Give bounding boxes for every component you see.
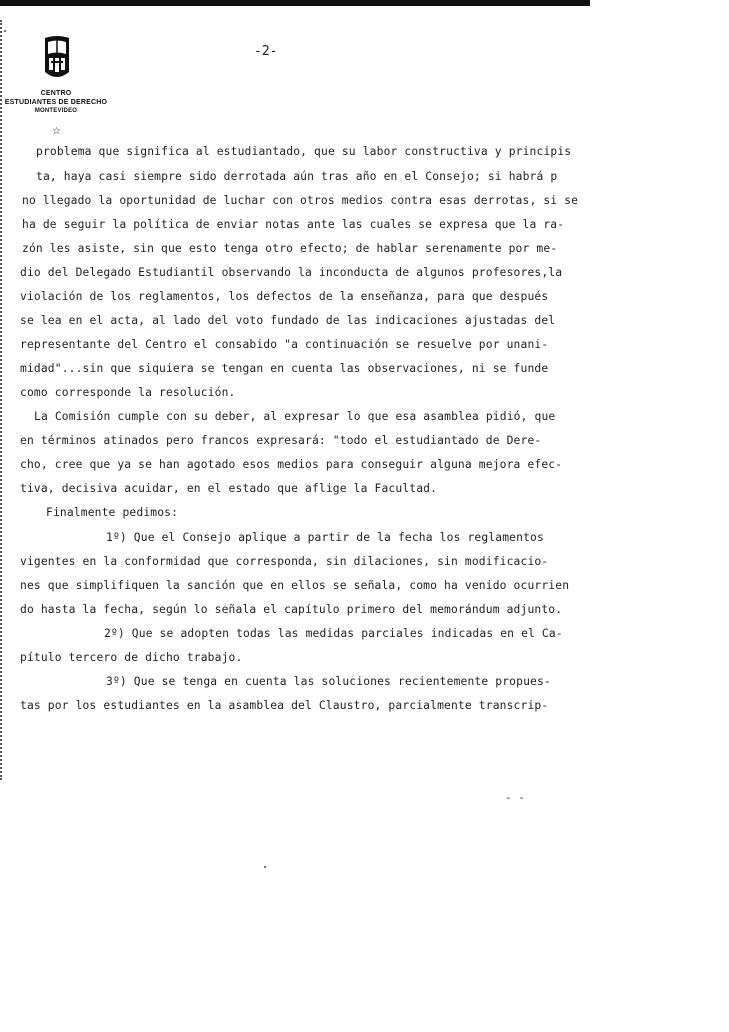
organization-logo-icon xyxy=(42,34,72,84)
body-line: vigentes en la conformidad que corresponda, sin dilaciones, sin modificacio- xyxy=(20,555,549,568)
org-name-line-2: ESTUDIANTES DE DERECHO xyxy=(4,98,108,106)
body-line: do hasta la fecha, según lo señala el capítulo primero del memorándum adjunto. xyxy=(20,603,563,616)
body-line: no llegado la oportunidad de luchar con otros medios contra esas derrotas, si se xyxy=(22,194,579,207)
organization-name xyxy=(0,90,112,116)
body-line: tas por los estudiantes en la asamblea del Claustro, parcialmente transcrip- xyxy=(20,699,549,712)
org-name-line-1: CENTRO xyxy=(40,90,72,97)
continuation-mark: - - xyxy=(505,791,525,804)
body-line: zón les asiste, sin que esto tenga otro efecto; de hablar serenamente por me- xyxy=(22,242,558,255)
page-number: -2- xyxy=(254,44,278,59)
body-line: 1º) Que el Consejo aplique a partir de la fecha los reglamentos xyxy=(106,531,544,544)
body-line: Finalmente pedimos: xyxy=(46,506,179,519)
body-line: problema que significa al estudiantado, que su labor constructiva y principis xyxy=(36,145,572,158)
body-line: como corresponde la resolución. xyxy=(20,386,236,399)
scan-left-edge xyxy=(0,20,5,780)
body-line: ta, haya casi siempre sido derrotada aún tras año en el Consejo; si habrá p xyxy=(36,170,558,183)
body-line: 3º) Que se tenga en cuenta las soluciones recientemente propues- xyxy=(106,675,551,688)
body-line: se lea en el acta, al lado del voto fundado de las indicaciones ajustadas del xyxy=(20,314,556,327)
scan-speck xyxy=(4,30,6,32)
body-line: nes que simplifiquen la sanción que en ellos se señala, como ha venido ocurrien xyxy=(20,579,570,592)
star-icon: ☆ xyxy=(52,126,61,137)
body-line: dio del Delegado Estudiantil observando la inconducta de algunos profesores,la xyxy=(20,266,563,279)
body-line: violación de los reglamentos, los defectos de la enseñanza, para que después xyxy=(20,290,549,303)
body-line: La Comisión cumple con su deber, al expresar lo que esa asamblea pidió, que xyxy=(34,410,556,423)
body-line: midad"...sin que siquiera se tengan en cuenta las observaciones, ni se funde xyxy=(20,362,549,375)
body-line: representante del Centro el consabido "a continuación se resuelve por unani- xyxy=(20,338,549,351)
body-line: pítulo tercero de dicho trabajo. xyxy=(20,651,243,664)
scan-speck xyxy=(264,866,266,868)
body-line: cho, cree que ya se han agotado esos medios para conseguir alguna mejora efec- xyxy=(20,458,563,471)
body-line: 2º) Que se adopten todas las medidas parciales indicadas en el Ca- xyxy=(104,627,563,640)
scan-top-gap xyxy=(590,0,729,6)
body-line: en términos atinados pero francos expresará: "todo el estudiantado de Dere- xyxy=(20,434,542,447)
body-line: ha de seguir la política de enviar notas ante las cuales se expresa que la ra- xyxy=(22,218,565,231)
org-name-line-3: MONTEVIDEO xyxy=(34,108,78,114)
body-line: tiva, decisiva acuidar, en el estado que aflige la Facultad. xyxy=(20,482,438,495)
